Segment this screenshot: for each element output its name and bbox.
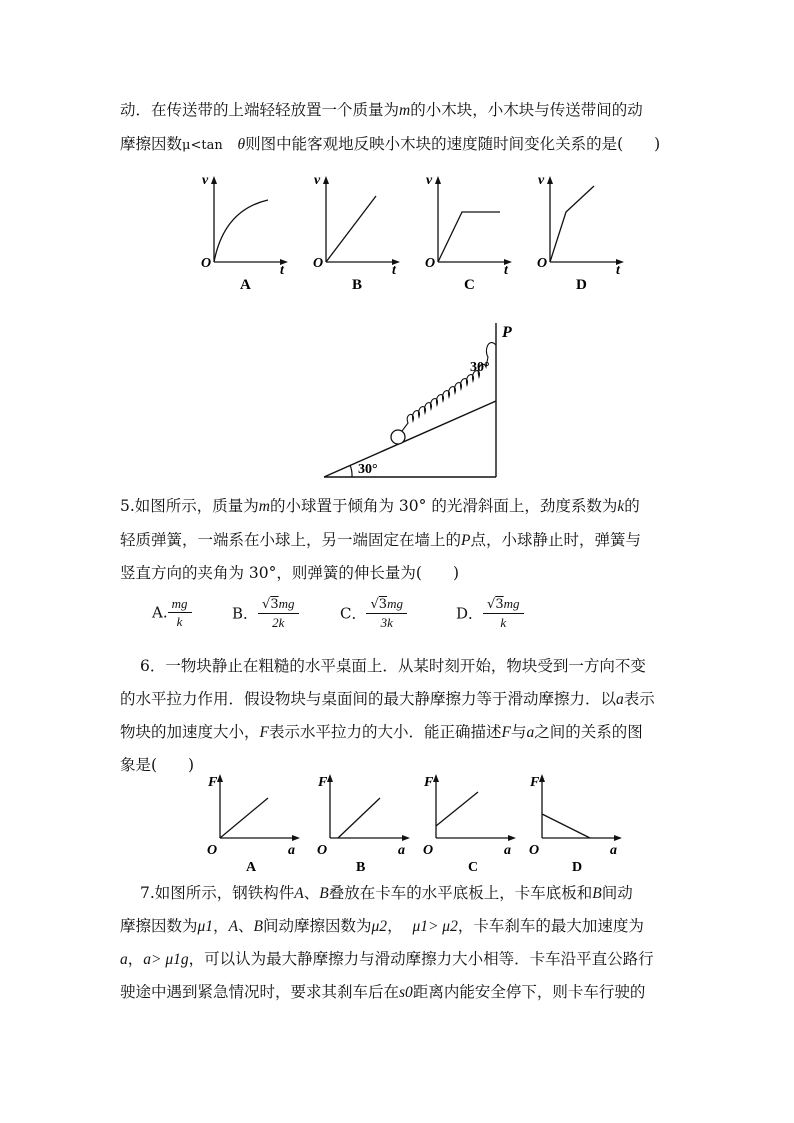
axis-v: v: [202, 173, 209, 188]
graph-label-c: C: [464, 277, 475, 293]
origin-label: O: [207, 843, 218, 858]
origin-label: O: [537, 256, 548, 271]
q5-option-a: A. $\frac{mg}{k}$: [152, 595, 192, 630]
axis-a: a: [288, 843, 295, 858]
q6-line-2: 的水平拉力作用．假设物块与桌面间的最大静摩擦力等于滑动摩擦力．以a表示: [120, 690, 655, 708]
axis-t: t: [392, 263, 396, 278]
axis-f: F: [208, 775, 218, 790]
q4-graph-b: [308, 170, 408, 295]
axis-v: v: [538, 173, 545, 188]
fraction: $\frac{√3mg}{2k}$: [258, 595, 298, 631]
axis-v: v: [426, 173, 433, 188]
q6-line-3: 物块的加速度大小，F表示水平拉力的大小．能正确描述F与a之间的关系的图: [120, 723, 643, 741]
q7-line-3: a，a> μ1g，可以认为最大静摩擦力与滑动摩擦力大小相等．卡车沿平直公路行: [120, 950, 654, 968]
q6-line-4: 象是( ): [120, 756, 195, 774]
axis-a: a: [610, 843, 617, 858]
origin-label: O: [313, 256, 324, 271]
q7-line-1: 7.如图所示，钢铁构件A、B叠放在卡车的水平底板上，卡车底板和B间动: [140, 884, 633, 902]
graph-label-d: D: [572, 860, 583, 875]
q6-graph-a: [200, 768, 310, 878]
q5-line-2: 轻质弹簧，一端系在小球上，另一端固定在墙上的P点，小球静止时，弹簧与: [120, 531, 641, 549]
graph-label-c: C: [468, 860, 479, 875]
axis-f: F: [318, 775, 328, 790]
q5-line-3: 竖直方向的夹角为 30°，则弹簧的伸长量为( ): [120, 564, 459, 582]
origin-label: O: [201, 256, 212, 271]
origin-label: O: [423, 843, 434, 858]
q6-graph-c: [422, 768, 532, 878]
wall-angle-label: 30°: [470, 360, 490, 375]
axis-f: F: [424, 775, 434, 790]
axis-t: t: [280, 263, 284, 278]
axis-a: a: [398, 843, 405, 858]
graph-label-b: B: [352, 277, 363, 293]
graph-label-a: A: [240, 277, 251, 293]
origin-label: O: [317, 843, 328, 858]
graph-label-d: D: [576, 277, 587, 293]
q4-graph-c: [420, 170, 520, 295]
q5-line-1: 5.如图所示，质量为m的小球置于倾角为 30° 的光滑斜面上，劲度系数为k的: [120, 497, 640, 515]
q7-line-2: 摩擦因数为μ1，A、B间动摩擦因数为μ2， μ1> μ2，卡车刹车的最大加速度为: [120, 917, 644, 935]
q5-option-d: D． $\frac{√3mg}{k}$: [456, 595, 524, 631]
axis-f: F: [530, 775, 540, 790]
q6-graph-d: [522, 768, 632, 878]
fraction: $\frac{√3mg}{k}$: [483, 595, 523, 631]
axis-v: v: [314, 173, 321, 188]
q4-line-2: 摩擦因数μ<tan θ则图中能客观地反映小木块的速度随时间变化关系的是( ): [120, 135, 661, 153]
origin-label: O: [425, 256, 436, 271]
fraction: $\frac{√3mg}{3k}$: [366, 595, 406, 631]
q4-graph-d: [532, 170, 632, 295]
incline-angle-label: 30°: [358, 462, 378, 477]
q4-graph-a: [196, 170, 296, 295]
q4-line-1: 动．在传送带的上端轻轻放置一个质量为m的小木块，小木块与传送带间的动: [120, 101, 643, 119]
q6-line-1: 6．一物块静止在粗糙的水平桌面上．从某时刻开始，物块受到一方向不变: [140, 657, 646, 675]
point-p-label: P: [502, 324, 512, 341]
origin-label: O: [529, 843, 540, 858]
axis-t: t: [616, 263, 620, 278]
q5-option-b: B． $\frac{√3mg}{2k}$: [232, 595, 299, 631]
q7-line-4: 驶途中遇到紧急情况时，要求其刹车后在s0距离内能安全停下，则卡车行驶的: [120, 983, 646, 1001]
q6-graph-b: [310, 768, 420, 878]
graph-label-a: A: [246, 860, 257, 875]
incline-spring-figure: [316, 315, 526, 485]
graph-label-b: B: [356, 860, 366, 875]
fraction: $\frac{mg}{k}$: [168, 595, 192, 630]
axis-a: a: [504, 843, 511, 858]
q5-option-c: C． $\frac{√3mg}{3k}$: [340, 595, 407, 631]
axis-t: t: [504, 263, 508, 278]
